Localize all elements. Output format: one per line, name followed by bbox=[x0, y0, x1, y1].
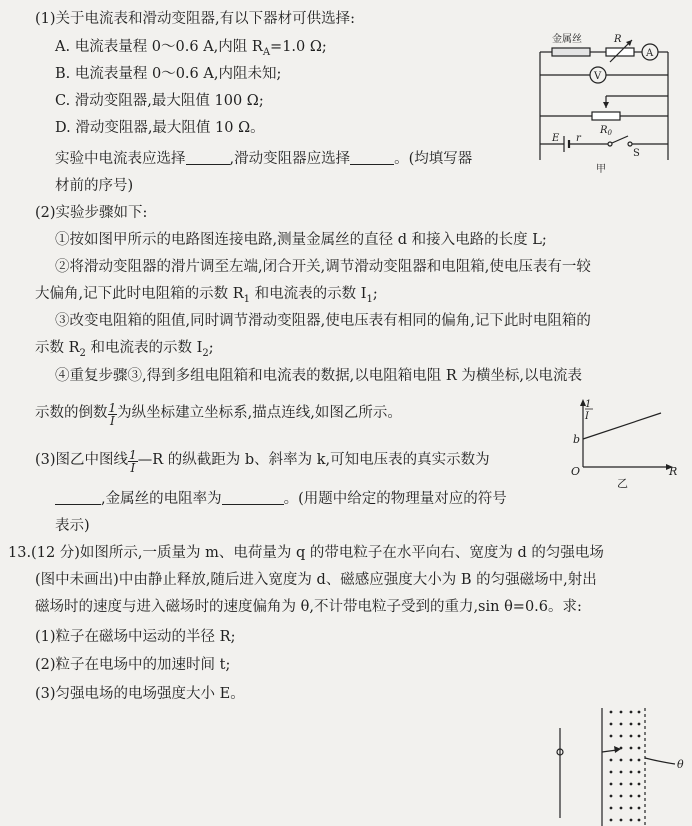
switch-label: S bbox=[633, 148, 640, 159]
y-axis-num: 1 bbox=[585, 399, 592, 410]
circuit-diagram bbox=[530, 20, 680, 180]
q13-part-1: (1)粒子在磁场中运动的半径 R; bbox=[35, 629, 236, 645]
q13-line-3: 磁场时的速度与进入磁场时的速度偏角为 θ,不计带电粒子受到的重力,sin θ=0.6。求: bbox=[35, 599, 582, 615]
option-d: D. 滑动变阻器,最大阻值 10 Ω。 bbox=[55, 120, 265, 136]
part3-line-1: (3)图乙中图线 $\frac{1}{I}$ —R 的纵截距为 b、斜率为 k,可知电压表的真实示数为 bbox=[35, 448, 490, 475]
step-1: ①按如图甲所示的电路图连接电路,测量金属丝的直径 d 和接入电路的长度 L; bbox=[55, 232, 547, 248]
step-2-line-1: ②将滑动变阻器的滑片调至左端,闭合开关,调节滑动变阻器和电阻箱,使电压表有一较 bbox=[55, 259, 591, 275]
svg-text:I bbox=[584, 411, 590, 422]
part3-line-3: 表示) bbox=[55, 518, 90, 534]
option-a: A. 电流表量程 0～0.6 A,内阻 $R_A=1.0$ Ω; bbox=[55, 39, 327, 58]
graph-fraction: $\frac{1}{I}$ bbox=[129, 448, 137, 475]
ammeter-symbol: A bbox=[646, 48, 654, 59]
step-2-line-2: 大偏角,记下此时电阻箱的示数 $R_1$ 和电流表的示数 $I_1$; bbox=[35, 286, 378, 305]
step-3-line-2: 示数 $R_2$ 和电流表的示数 $I_2$; bbox=[35, 340, 214, 359]
emf-label: E bbox=[552, 133, 560, 144]
y-axis-den: I bbox=[585, 411, 589, 422]
internal-r-label: r bbox=[576, 133, 581, 144]
selection-line-2: 材前的序号) bbox=[55, 178, 134, 194]
graph-1-over-I-vs-R bbox=[565, 395, 680, 495]
x-axis-label: R bbox=[669, 465, 678, 478]
part2-intro: (2)实验步骤如下: bbox=[35, 205, 148, 221]
circuit-caption: 甲 bbox=[596, 164, 606, 175]
step-4-line-2: 示数的倒数 $\frac{1}{I}$ 为纵坐标建立坐标系,描点连线,如图乙所示。 bbox=[35, 401, 402, 428]
voltmeter-symbol: V bbox=[594, 71, 602, 82]
svg-text:1 bbox=[585, 399, 591, 410]
reciprocal-current-fraction: $\frac{1}{I}$ bbox=[108, 401, 117, 428]
rheostat-box-label: R bbox=[614, 34, 622, 45]
wire-label: 金属丝 bbox=[552, 34, 582, 45]
answer-blank-voltage[interactable] bbox=[55, 490, 101, 505]
intercept-label: b bbox=[573, 433, 581, 446]
graph-caption: 乙 bbox=[617, 477, 628, 490]
q13-part-3: (3)匀强电场的电场强度大小 E。 bbox=[35, 686, 245, 702]
part3-line-2: ,金属丝的电阻率为 。(用题中给定的物理量对应的符号 bbox=[55, 489, 507, 509]
r0-label: $R_0$ bbox=[600, 125, 612, 137]
q13-part-2: (2)粒子在电场中的加速时间 t; bbox=[35, 657, 231, 673]
answer-blank-rheostat[interactable] bbox=[350, 150, 394, 165]
answer-blank-ammeter[interactable] bbox=[186, 150, 230, 165]
step-4-line-1: ④重复步骤③,得到多组电阻箱和电流表的数据,以电阻箱电阻 R 为横坐标,以电流表 bbox=[55, 368, 582, 384]
selection-line: 实验中电流表应选择 ,滑动变阻器应选择 。(均填写器 bbox=[55, 151, 473, 167]
magnetic-field-diagram bbox=[545, 700, 692, 826]
answer-blank-resistivity[interactable] bbox=[222, 490, 284, 505]
option-c: C. 滑动变阻器,最大阻值 100 Ω; bbox=[55, 93, 264, 109]
option-b: B. 电流表量程 0～0.6 A,内阻未知; bbox=[55, 66, 282, 82]
part1-intro: (1)关于电流表和滑动变阻器,有以下器材可供选择: bbox=[35, 11, 356, 27]
q13-line-1: 13.(12 分)如图所示,一质量为 m、电荷量为 q 的带电粒子在水平向右、宽度为 d 的匀强电场 bbox=[8, 545, 604, 561]
q13-line-2: (图中未画出)中由静止释放,随后进入宽度为 d、磁感应强度大小为 B 的匀强磁场中,射出 bbox=[35, 572, 597, 588]
theta-label: θ bbox=[677, 758, 684, 771]
origin-label: O bbox=[571, 465, 581, 478]
step-3-line-1: ③改变电阻箱的阻值,同时调节滑动变阻器,使电压表有相同的偏角,记下此时电阻箱的 bbox=[55, 313, 591, 329]
